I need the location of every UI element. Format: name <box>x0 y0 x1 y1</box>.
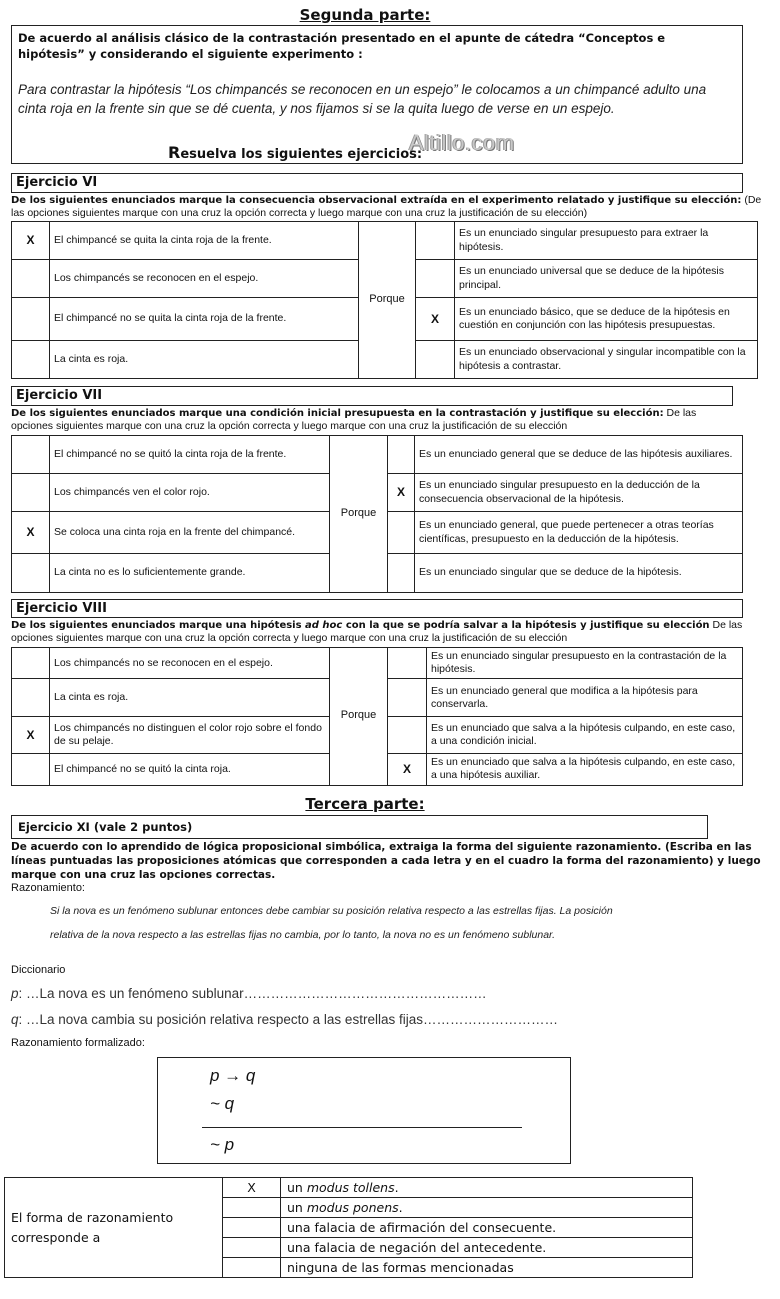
table-row <box>5 1178 693 1198</box>
forma-option-4: una falacia de negación del antecedente. <box>281 1238 693 1258</box>
resuelva-rest: esuelva los siguientes ejercicios: <box>180 147 423 162</box>
ej8-opt-3: Los chimpancés no distinguen el color rojo sobre el fondo de su pelaje. <box>50 717 330 754</box>
ej6-table <box>11 221 758 379</box>
razonamiento-line-2: relativa de la nova respecto a las estrellas fijas no cambia, por lo tanto, la nova no es un fenómeno sublunar. <box>50 929 556 941</box>
razonamiento-label: Razonamiento: <box>11 882 85 894</box>
ej7-opt-4: La cinta no es lo suficientemente grande. <box>50 554 330 593</box>
ej6-opt-3: El chimpancé no se quita la cinta roja de la frente. <box>50 298 359 341</box>
ej6-opt-1: El chimpancé se quita la cinta roja de la frente. <box>50 222 359 260</box>
ej8-just-mark-2[interactable] <box>388 679 427 717</box>
ej8-just-mark-1[interactable] <box>388 648 427 679</box>
forma-option-1-pre: un <box>287 1180 307 1195</box>
ej7-just-mark-3[interactable] <box>388 512 415 554</box>
ej6-opt-4: La cinta es roja. <box>50 341 359 379</box>
forma-label: El forma de razonamiento corresponde a <box>5 1178 223 1278</box>
ej11-header: Ejercicio XI (vale 2 puntos) <box>11 815 708 839</box>
dict-p-letter: p <box>11 986 19 1001</box>
ej7-instr-normal: De las opciones siguientes marque con una cruz la opción correcta y luego marque con una cruz la justificación de su elección <box>11 407 697 432</box>
ej7-table <box>11 435 743 593</box>
ej6-just-1: Es un enunciado singular presupuesto para extraer la hipótesis. <box>455 222 758 260</box>
premise-1: p → q <box>210 1066 256 1085</box>
ej8-just-mark-4[interactable]: X <box>388 754 427 785</box>
dict-p-text: : …La nova es un fenómeno sublunar……………………………………………… <box>18 986 487 1001</box>
forma-option-2-em: modus ponens <box>306 1200 399 1215</box>
ej8-just-3: Es un enunciado que salva a la hipótesis culpando, en este caso, a una condición inicial. <box>427 717 743 754</box>
ej8-just-4: Es un enunciado que salva a la hipótesis culpando, en este caso, a una hipótesis auxiliar. <box>427 754 743 785</box>
ej8-instr-bold-b: con la que se podría salvar a la hipótesis y justifique su elección <box>342 620 710 631</box>
diccionario-label: Diccionario <box>11 964 66 976</box>
ej6-opt-2: Los chimpancés se reconocen en el espejo. <box>50 260 359 298</box>
ej8-porque: Porque <box>330 648 388 786</box>
experiment-box <box>11 25 743 164</box>
forma-option-1 <box>281 1178 693 1198</box>
forma-mark-5[interactable] <box>223 1258 281 1278</box>
ej7-header: Ejercicio VII <box>11 386 733 406</box>
resuelva-initial: R <box>168 143 181 162</box>
experiment-text: Para contrastar la hipótesis “Los chimpancés se reconocen en un espejo” le colocamos a un chimpancé adulto una cinta roja en la frente sin que se dé cuenta, y nos fijamos si se la quita luego de verse en un espejo. <box>18 82 707 116</box>
formalizado-label: Razonamiento formalizado: <box>11 1037 145 1049</box>
ej7-opt-3: Se coloca una cinta roja en la frente del chimpancé. <box>50 512 330 554</box>
inference-line <box>202 1127 522 1128</box>
ej8-just-mark-3[interactable] <box>388 717 427 754</box>
ej8-instr-bold-a: De los siguientes enunciados marque una hipótesis <box>11 620 306 631</box>
ej6-just-mark-3[interactable]: X <box>416 298 455 341</box>
forma-option-2-pre: un <box>287 1200 307 1215</box>
forma-option-1-post: . <box>394 1180 399 1195</box>
ej11-instructions: De acuerdo con lo aprendido de lógica proposicional simbólica, extraiga la forma del siguiente razonamiento. (Escriba en las líneas puntuadas las proposiciones atómicas que corresponden a cada letra y en el cuadro la forma del razonamiento) y luego marque con una cruz las opciones correctas. <box>11 841 761 881</box>
ej8-opt-mark-4[interactable] <box>12 754 50 785</box>
ej6-just-4: Es un enunciado observacional y singular incompatible con la hipótesis a contrastar. <box>455 341 758 379</box>
table-row <box>12 436 743 474</box>
ej6-opt-mark-2[interactable] <box>12 260 50 298</box>
ej7-opt-2: Los chimpancés ven el color rojo. <box>50 474 330 512</box>
forma-mark-3[interactable] <box>223 1218 281 1238</box>
dict-q-letter: q <box>11 1012 19 1027</box>
ej7-just-mark-4[interactable] <box>388 554 415 593</box>
ej7-opt-mark-3[interactable]: X <box>12 512 50 554</box>
ej7-just-3: Es un enunciado general, que puede pertenecer a otras teorías científicas, presupuesto en la deducción de la hipótesis. <box>415 512 743 554</box>
ej6-opt-mark-4[interactable] <box>12 341 50 379</box>
ej8-opt-1: Los chimpancés no se reconocen en el espejo. <box>50 648 330 679</box>
dict-p-line[interactable] <box>11 986 487 1001</box>
ej7-just-mark-1[interactable] <box>388 436 415 474</box>
forma-option-2-post: . <box>398 1200 403 1215</box>
ej7-opt-1: El chimpancé no se quitó la cinta roja de la frente. <box>50 436 330 474</box>
ej8-instructions <box>11 619 776 644</box>
forma-option-2 <box>281 1198 693 1218</box>
ej8-header: Ejercicio VIII <box>11 599 743 618</box>
ej8-just-2: Es un enunciado general que modifica a la hipótesis para conservarla. <box>427 679 743 717</box>
conclusion: ~ p <box>210 1135 235 1154</box>
ej6-header: Ejercicio VI <box>11 173 743 193</box>
forma-option-3: una falacia de afirmación del consecuente. <box>281 1218 693 1238</box>
ej7-just-1: Es un enunciado general que se deduce de las hipótesis auxiliares. <box>415 436 743 474</box>
dict-q-text: : …La nova cambia su posición relativa respecto a las estrellas fijas………………………… <box>18 1012 558 1027</box>
ej8-opt-mark-1[interactable] <box>12 648 50 679</box>
ej8-instr-normal: De las opciones siguientes marque con una cruz la opción correcta y luego marque con una cruz la justificación de su elección <box>11 619 743 644</box>
ej8-opt-2: La cinta es roja. <box>50 679 330 717</box>
forma-mark-2[interactable] <box>223 1198 281 1218</box>
ej6-instructions <box>11 194 776 219</box>
premise-2: ~ q <box>210 1094 235 1113</box>
forma-option-1-em: modus tollens <box>306 1180 395 1195</box>
dict-q-line[interactable] <box>11 1012 558 1027</box>
ej6-opt-mark-3[interactable] <box>12 298 50 341</box>
ej6-just-mark-1[interactable] <box>416 222 455 260</box>
ej7-just-4: Es un enunciado singular que se deduce de la hipótesis. <box>415 554 743 593</box>
forma-mark-4[interactable] <box>223 1238 281 1258</box>
ej8-opt-mark-3[interactable]: X <box>12 717 50 754</box>
ej7-instructions <box>11 407 726 432</box>
ej6-opt-mark-1[interactable]: X <box>12 222 50 260</box>
ej8-instr-adhoc: ad hoc <box>305 620 343 631</box>
intro-text: De acuerdo al análisis clásico de la contrastación presentado en el apunte de cátedra “Conceptos e hipótesis” y considerando el siguiente experimento : <box>18 31 666 61</box>
ej6-just-3: Es un enunciado básico, que se deduce de la hipótesis en cuestión en conjunción con las hipótesis presupuestas. <box>455 298 758 341</box>
ej7-opt-mark-4[interactable] <box>12 554 50 593</box>
table-row <box>12 648 743 679</box>
ej7-just-mark-2[interactable]: X <box>388 474 415 512</box>
ej7-instr-bold: De los siguientes enunciados marque una condición inicial presupuesta en la contrastación y justifique su elección: <box>11 408 664 419</box>
forma-options-table <box>4 1177 693 1278</box>
ej8-just-1: Es un enunciado singular presupuesto en la contrastación de la hipótesis. <box>427 648 743 679</box>
resuelva-text <box>168 143 422 162</box>
ej6-just-mark-4[interactable] <box>416 341 455 379</box>
ej6-instr-normal: (De las opciones siguientes marque con una cruz la opción correcta y luego marque con una cruz la justificación de su elección) <box>11 194 762 219</box>
forma-option-5: ninguna de las formas mencionadas <box>281 1258 693 1278</box>
table-row <box>12 222 758 260</box>
ej7-just-2: Es un enunciado singular presupuesto en la deducción de la consecuencia observacional de la hipótesis. <box>415 474 743 512</box>
ej8-table <box>11 647 743 786</box>
ej6-just-mark-2[interactable] <box>416 260 455 298</box>
formalized-box <box>157 1057 571 1164</box>
altillo-logo: Altillo.com <box>409 130 515 155</box>
razonamiento-line-1: Si la nova es un fenómeno sublunar entonces debe cambiar su posición relativa respecto a las estrellas fijas. La posición <box>50 905 613 917</box>
segunda-parte-title: Segunda parte: <box>299 6 431 24</box>
ej8-opt-4: El chimpancé no se quitó la cinta roja. <box>50 754 330 785</box>
ej7-opt-mark-1[interactable] <box>12 436 50 474</box>
tercera-parte-title: Tercera parte: <box>305 795 425 813</box>
ej8-opt-mark-2[interactable] <box>12 679 50 717</box>
forma-mark-1[interactable]: X <box>223 1178 281 1198</box>
ej6-instr-bold: De los siguientes enunciados marque la consecuencia observacional extraída en el experimento relatado y justifique su elección: <box>11 195 742 206</box>
ej7-porque: Porque <box>330 436 388 593</box>
ej7-opt-mark-2[interactable] <box>12 474 50 512</box>
ej6-porque: Porque <box>359 222 416 379</box>
ej6-just-2: Es un enunciado universal que se deduce de la hipótesis principal. <box>455 260 758 298</box>
